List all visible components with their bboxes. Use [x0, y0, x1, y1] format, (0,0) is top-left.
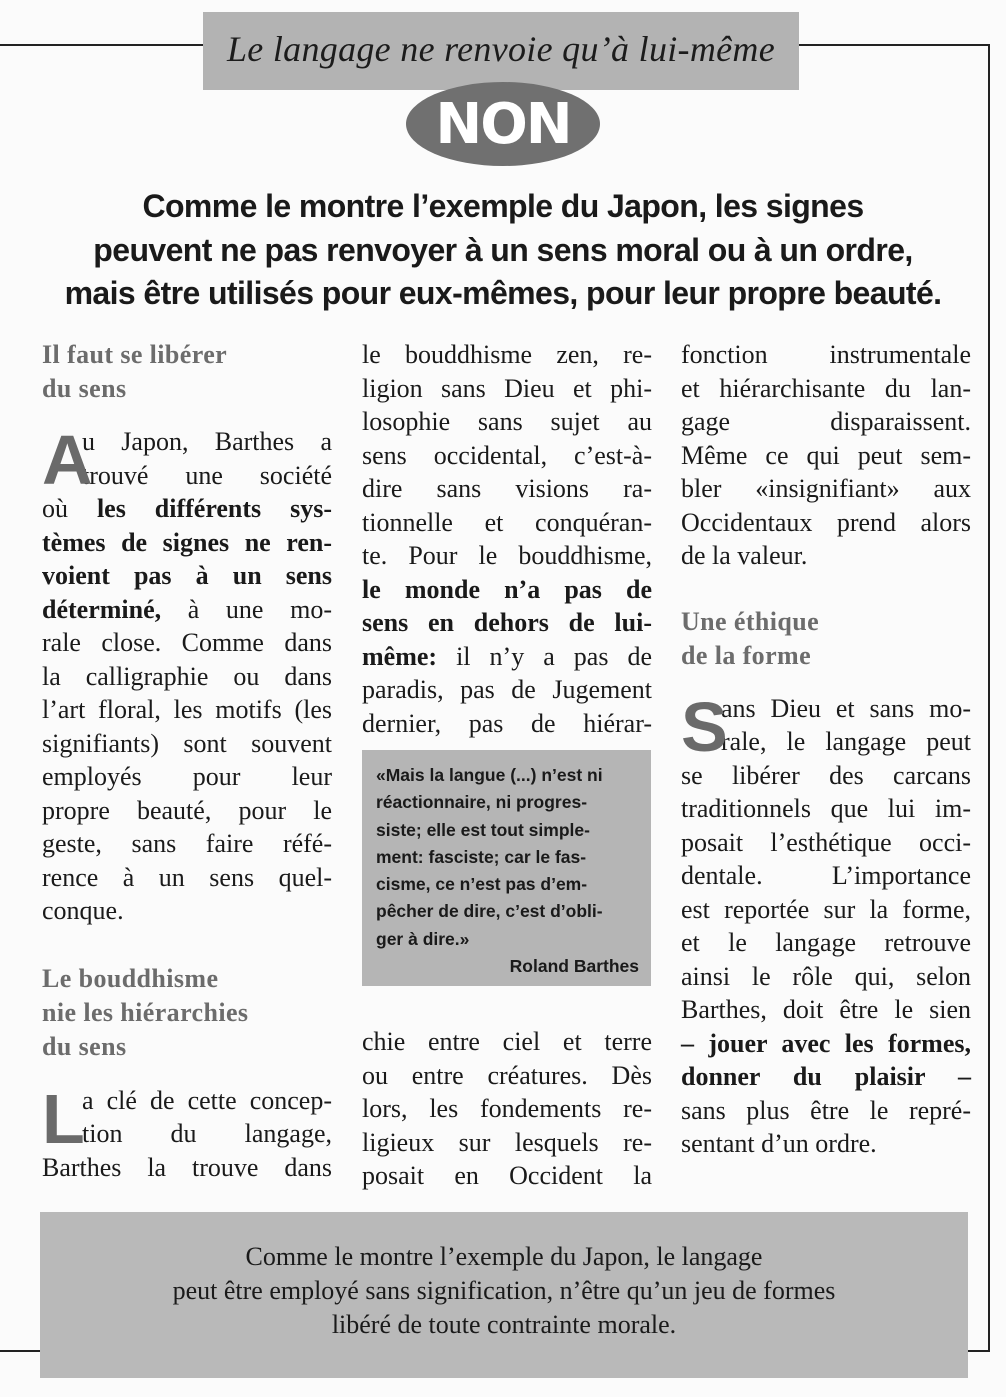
section-heading-ethique: Une éthique de la forme: [681, 606, 820, 670]
text-line: le bouddhisme zen, re-: [362, 340, 652, 369]
text-line: bler «insignifiant» aux: [681, 474, 971, 503]
text-line: ainsi le rôle qui, selon: [681, 961, 971, 991]
text-line: le monde n’a pas de: [362, 574, 652, 604]
text-line: te. Pour le bouddhisme,: [362, 541, 652, 570]
text-line: l’art floral, les motifs (les: [42, 695, 332, 724]
quote-line: cisme, ce n’est pas d’em-: [376, 874, 588, 895]
quote-line: ment: fasciste; car le fas-: [376, 846, 587, 867]
column-3: [681, 338, 971, 1161]
quote-line: «Mais la langue (...) n’est ni: [376, 765, 603, 785]
text-line: employés pour leur: [42, 762, 332, 791]
quote-line: ger à dire.»: [376, 928, 470, 949]
text-line: paradis, pas de Jugement: [362, 675, 652, 704]
paragraph-sans-dieu: [681, 687, 971, 1161]
text-line: gage disparaissent.: [681, 407, 971, 436]
dropcap: A: [42, 421, 93, 499]
text-line: rence à un sens quel-: [42, 862, 332, 892]
paragraph-japon: [42, 421, 333, 928]
text-line: sens en dehors de lui-: [362, 608, 652, 637]
quote-line: pêcher de dire, c’est d’obli-: [376, 901, 603, 922]
text-line: lors, les fondements re-: [362, 1094, 652, 1123]
text-line: même: il n’y a pas de: [362, 641, 652, 671]
text-line: ans Dieu et sans mo-: [721, 693, 971, 723]
text-line: sentant d’un ordre.: [681, 1129, 877, 1158]
conclusion-line: Comme le montre l’exemple du Japon, le langage: [245, 1242, 763, 1271]
text-line: conque.: [42, 896, 124, 925]
column-1: [42, 338, 332, 1184]
text-line: Occidentaux prend alors: [681, 507, 971, 537]
text-line: Même ce qui peut sem-: [681, 440, 971, 470]
text-line: voient pas à un sens: [42, 561, 332, 590]
dropcap: L: [42, 1079, 85, 1158]
lead-statement: [30, 185, 976, 316]
text-line: losophie sans sujet au: [362, 407, 652, 436]
text-line: rale, le langage peut: [721, 727, 971, 756]
text-line: Barthes, doit être le sien: [681, 995, 971, 1024]
lead-line: mais être utilisés pour eux-mêmes, pour leur propre beauté.: [64, 275, 942, 311]
quote-line: siste; elle est tout simple-: [376, 819, 590, 840]
text-line: Barthes la trouve dans: [42, 1152, 332, 1182]
text-line: ligieux sur lesquels re-: [362, 1127, 652, 1157]
text-line: sens occidental, c’est-à-: [362, 440, 652, 470]
text-line: et le langage retrouve: [681, 928, 971, 957]
paragraph-conception: [42, 1079, 332, 1185]
text-line: signifiants) sont souvent: [42, 728, 332, 758]
frame-right-line: [988, 44, 990, 1350]
title-banner: [203, 12, 799, 90]
non-badge: NON: [406, 82, 600, 166]
dropcap: S: [681, 687, 728, 766]
text-line: dernier, pas de hiérar-: [362, 708, 652, 738]
text-line: geste, sans faire réfé-: [42, 829, 332, 858]
text-line: posait l’esthétique occi-: [681, 827, 971, 857]
text-line: ou entre créatures. Dès: [362, 1060, 652, 1090]
conclusion-box: [40, 1212, 968, 1378]
text-line: la calligraphie ou dans: [42, 661, 332, 691]
paragraph-zen: [362, 338, 652, 740]
text-line: tionnelle et conquéran-: [362, 507, 652, 537]
text-line: trouvé une société: [82, 460, 332, 490]
text-line: dentale. L’importance: [681, 861, 971, 890]
text-line: dire sans visions ra-: [362, 474, 652, 503]
text-line: se libérer des carcans: [681, 760, 971, 790]
text-line: chie entre ciel et terre: [362, 1027, 652, 1056]
text-line: a clé de cette concep-: [82, 1085, 332, 1115]
text-line: où les différents sys-: [42, 494, 333, 523]
page-title: Le langage ne renvoie qu’à lui-même: [226, 29, 775, 69]
text-line: rale close. Comme dans: [42, 628, 332, 657]
lead-line: peuvent ne pas renvoyer à un sens moral ou à un ordre,: [93, 231, 913, 268]
text-line: posait en Occident la: [362, 1161, 652, 1190]
quote-line: réactionnaire, ni progres-: [376, 792, 588, 813]
text-line: donner du plaisir –: [681, 1062, 971, 1091]
text-line: sans plus être le repré-: [681, 1095, 971, 1125]
text-line: – jouer avec les formes,: [681, 1028, 971, 1058]
text-line: traditionnels que lui im-: [681, 794, 971, 823]
quote-author: Roland Barthes: [509, 956, 639, 977]
paragraph-fonction: [681, 338, 971, 573]
text-line: déterminé, à une mo-: [42, 594, 332, 624]
text-line: ligion sans Dieu et phi-: [362, 373, 652, 403]
text-line: tion du langage,: [82, 1119, 332, 1148]
text-line: propre beauté, pour le: [42, 795, 332, 825]
text-line: de la valeur.: [681, 541, 808, 570]
quote-box: [362, 750, 651, 986]
conclusion-line: peut être employé sans signification, n’être qu’un jeu de formes: [172, 1276, 836, 1305]
text-line: tèmes de signes ne ren-: [42, 527, 332, 557]
lead-line: Comme le montre l’exemple du Japon, les signes: [142, 188, 864, 224]
text-line: fonction instrumentale: [681, 340, 971, 369]
section-heading-liberer: Il faut se libérer du sens: [42, 340, 228, 403]
text-line: et hiérarchisante du lan-: [681, 373, 971, 403]
text-line: u Japon, Barthes a: [82, 427, 332, 456]
paragraph-ciel-terre: [362, 1025, 652, 1193]
section-heading-bouddhisme: Le bouddhisme nie les hiérarchies du sens: [42, 963, 249, 1061]
text-line: est reportée sur la forme,: [681, 894, 971, 924]
conclusion-line: libéré de toute contrainte morale.: [331, 1310, 677, 1339]
